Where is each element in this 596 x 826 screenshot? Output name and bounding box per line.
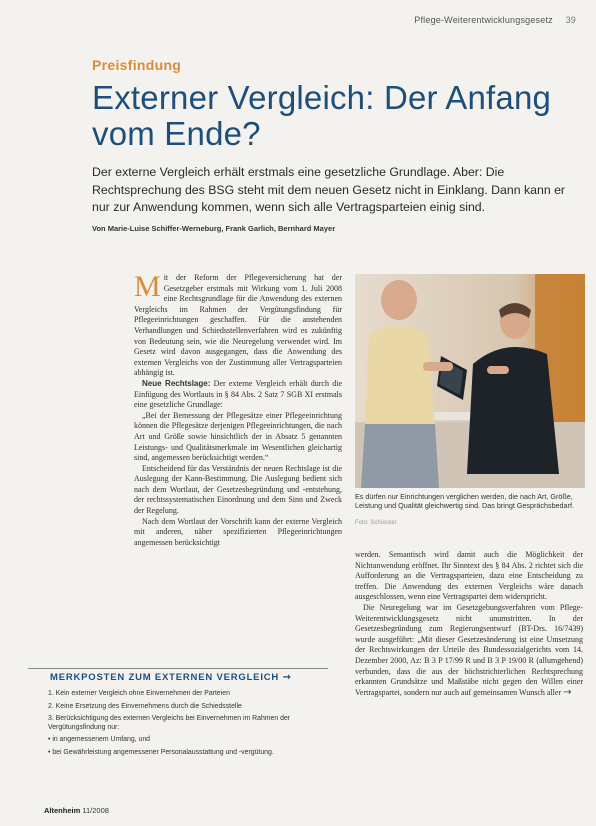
box-arrow-icon: →: [282, 672, 292, 683]
paragraph-intro: Mit der Reform der Pflegeversicherung hat der Gesetzgeber erstmals mit Wirkung vom 1. Juli 2008 eine Rechtsgrundlage für die Anwendung des externen Vergleichs im Rahmen der Vergütungsfindung für Pflegeeinrichtungen geschaffen. Für die anstehenden Verhandlungen und Schiedsstellenverfahren wird es zukünftig von Bedeutung sein, wie die Neuregelung verwendet wird. Im Gesetz wird davon ausgegangen, dass die Anwendung des externen Vergleichs von der Zustimmung aller Vertragsparteien abhängig ist.: [134, 270, 342, 378]
box-rule: [28, 668, 328, 669]
drop-cap: M: [134, 270, 161, 303]
article-photo: [355, 274, 585, 488]
body-column-left: [134, 270, 343, 548]
photo-illustration: [355, 274, 585, 488]
paragraph-auslegung: Entscheidend für das Verständnis der neuen Rechtslage ist die Auslegung der Kann-Bestimmung. Die Auslegung bedient sich nach dem Wortlaut, der Gesetzesbegründung und -entstehung, der rechtssystematischen Einordnung und dem Sinn und Zweck der Regelung.: [134, 463, 342, 516]
list-item: 3. Berücksichtigung des externen Vergleichs bei Einvernehmen im Rahmen der Vergütungsfindung nur:: [48, 715, 291, 731]
list-item: • in angemessenem Umfang, und: [48, 736, 151, 744]
publication-name: Altenheim: [44, 806, 81, 815]
box-title: MERKPOSTEN ZUM EXTERNEN VERGLEICH →: [50, 672, 292, 683]
continue-arrow-icon: →: [563, 686, 572, 698]
list-item: 2. Keine Ersetzung des Einvernehmens durch die Schiedsstelle: [48, 702, 242, 710]
running-head-title: Pflege-Weiterentwicklungsgesetz: [414, 15, 553, 25]
paragraph-semantik: werden. Semantisch wird damit auch die Möglichkeit der Nichtanwendung eröffnet. Ihr Sinntext des § 84 Abs. 2 richtet sich die Aufforderung an die Vertragsparteien, dazu eine Entscheidung zu treffen. Die Anwendung des externen Vergleichs wäre danach ausgeschlossen, wenn eine Vertragspartei dem widerspricht.: [355, 550, 583, 602]
list-item: 1. Kein externer Vergleich ohne Einvernehmen der Parteien: [48, 690, 230, 697]
article-kicker: Preisfindung: [92, 57, 182, 73]
photo-caption: Es dürfen nur Einrichtungen verglichen werden, die nach Art, Größe, Leistung und Qualität gleichwertig sind. Das bringt Gesprächsbedarf.: [355, 492, 574, 511]
page-number: 39: [565, 15, 576, 25]
article-title: Externer Vergleich: Der Anfang vom Ende?: [92, 79, 552, 152]
box-list: [48, 690, 330, 762]
article-deck: Der externe Vergleich erhält erstmals eine gesetzliche Grundlage. Aber: Die Rechtsprechung des BSG steht mit dem neuen Gesetz nicht in Einklang. Dann kann er nur zur Anwendung kommen, wenn sich alle Vertragsparteien einig sind.: [92, 165, 566, 214]
paragraph-wortlaut: Nach dem Wortlaut der Vorschrift kann der externe Vergleich mit anderen, näher spezifizierten Pflegeeinrichtungen angemessen berücksichtigt: [134, 516, 342, 547]
subhead-neue-rechtslage: Neue Rechtslage:: [142, 378, 211, 388]
running-head: [414, 15, 576, 25]
list-item: • bei Gewährleistung angemessener Personalausstattung und -vergütung.: [48, 748, 274, 756]
paragraph-gesetzgebung: Die Neuregelung war im Gesetzgebungsverfahren vom Pflege-Weiterentwicklungsgesetz nicht unumstritten. In der Gesetzesbegründung zum Regierungsentwurf (BT-Drs. 16/7439) wurde ausgeführt: „Mit dieser Gesetzesänderung ist eine Umsetzung der Rechtswirkungen der Urteile des Bundessozialgerichts vom 14. Dezember 2000, Az: B 3 P 17/99 R und B 3 P 19/00 R (allumgehend) verbunden, dass die aus der höchstrichterlichen Rechtsprechung erkannten Grundsätze und Maßstäbe nicht gegen den Willen einer Vertragspartei, sondern nur auch auf gemeinsamen Wunsch aller →: [355, 602, 583, 698]
article-byline: Von Marie-Luise Schiffer-Werneburg, Frank Garlich, Bernhard Mayer: [92, 224, 336, 233]
issue-number: 11/2008: [82, 806, 109, 815]
photo-credit: Foto: Schüssler: [355, 520, 397, 526]
body-column-right: [355, 550, 583, 698]
footer: [44, 806, 109, 815]
paragraph-neue-rechtslage: Neue Rechtslage: Der externe Vergleich erhält durch die Einfügung des Wortlauts in § 84 Abs. 2 Satz 7 SGB XI erstmals eine gesetzliche Grundlage:: [134, 378, 343, 410]
paragraph-quote: „Bei der Bemessung der Pflegesätze einer Pflegeeinrichtung können die Pflegesätze derjenigen Pflegeeinrichtungen, die nach Art und Größe sowie hinsichtlich der in Absatz 5 genannten Leistungs- und Qualitätsmerkmale im Wesentlichen gleichartig sind, angemessen berücksichtigt werden.“: [134, 410, 342, 463]
